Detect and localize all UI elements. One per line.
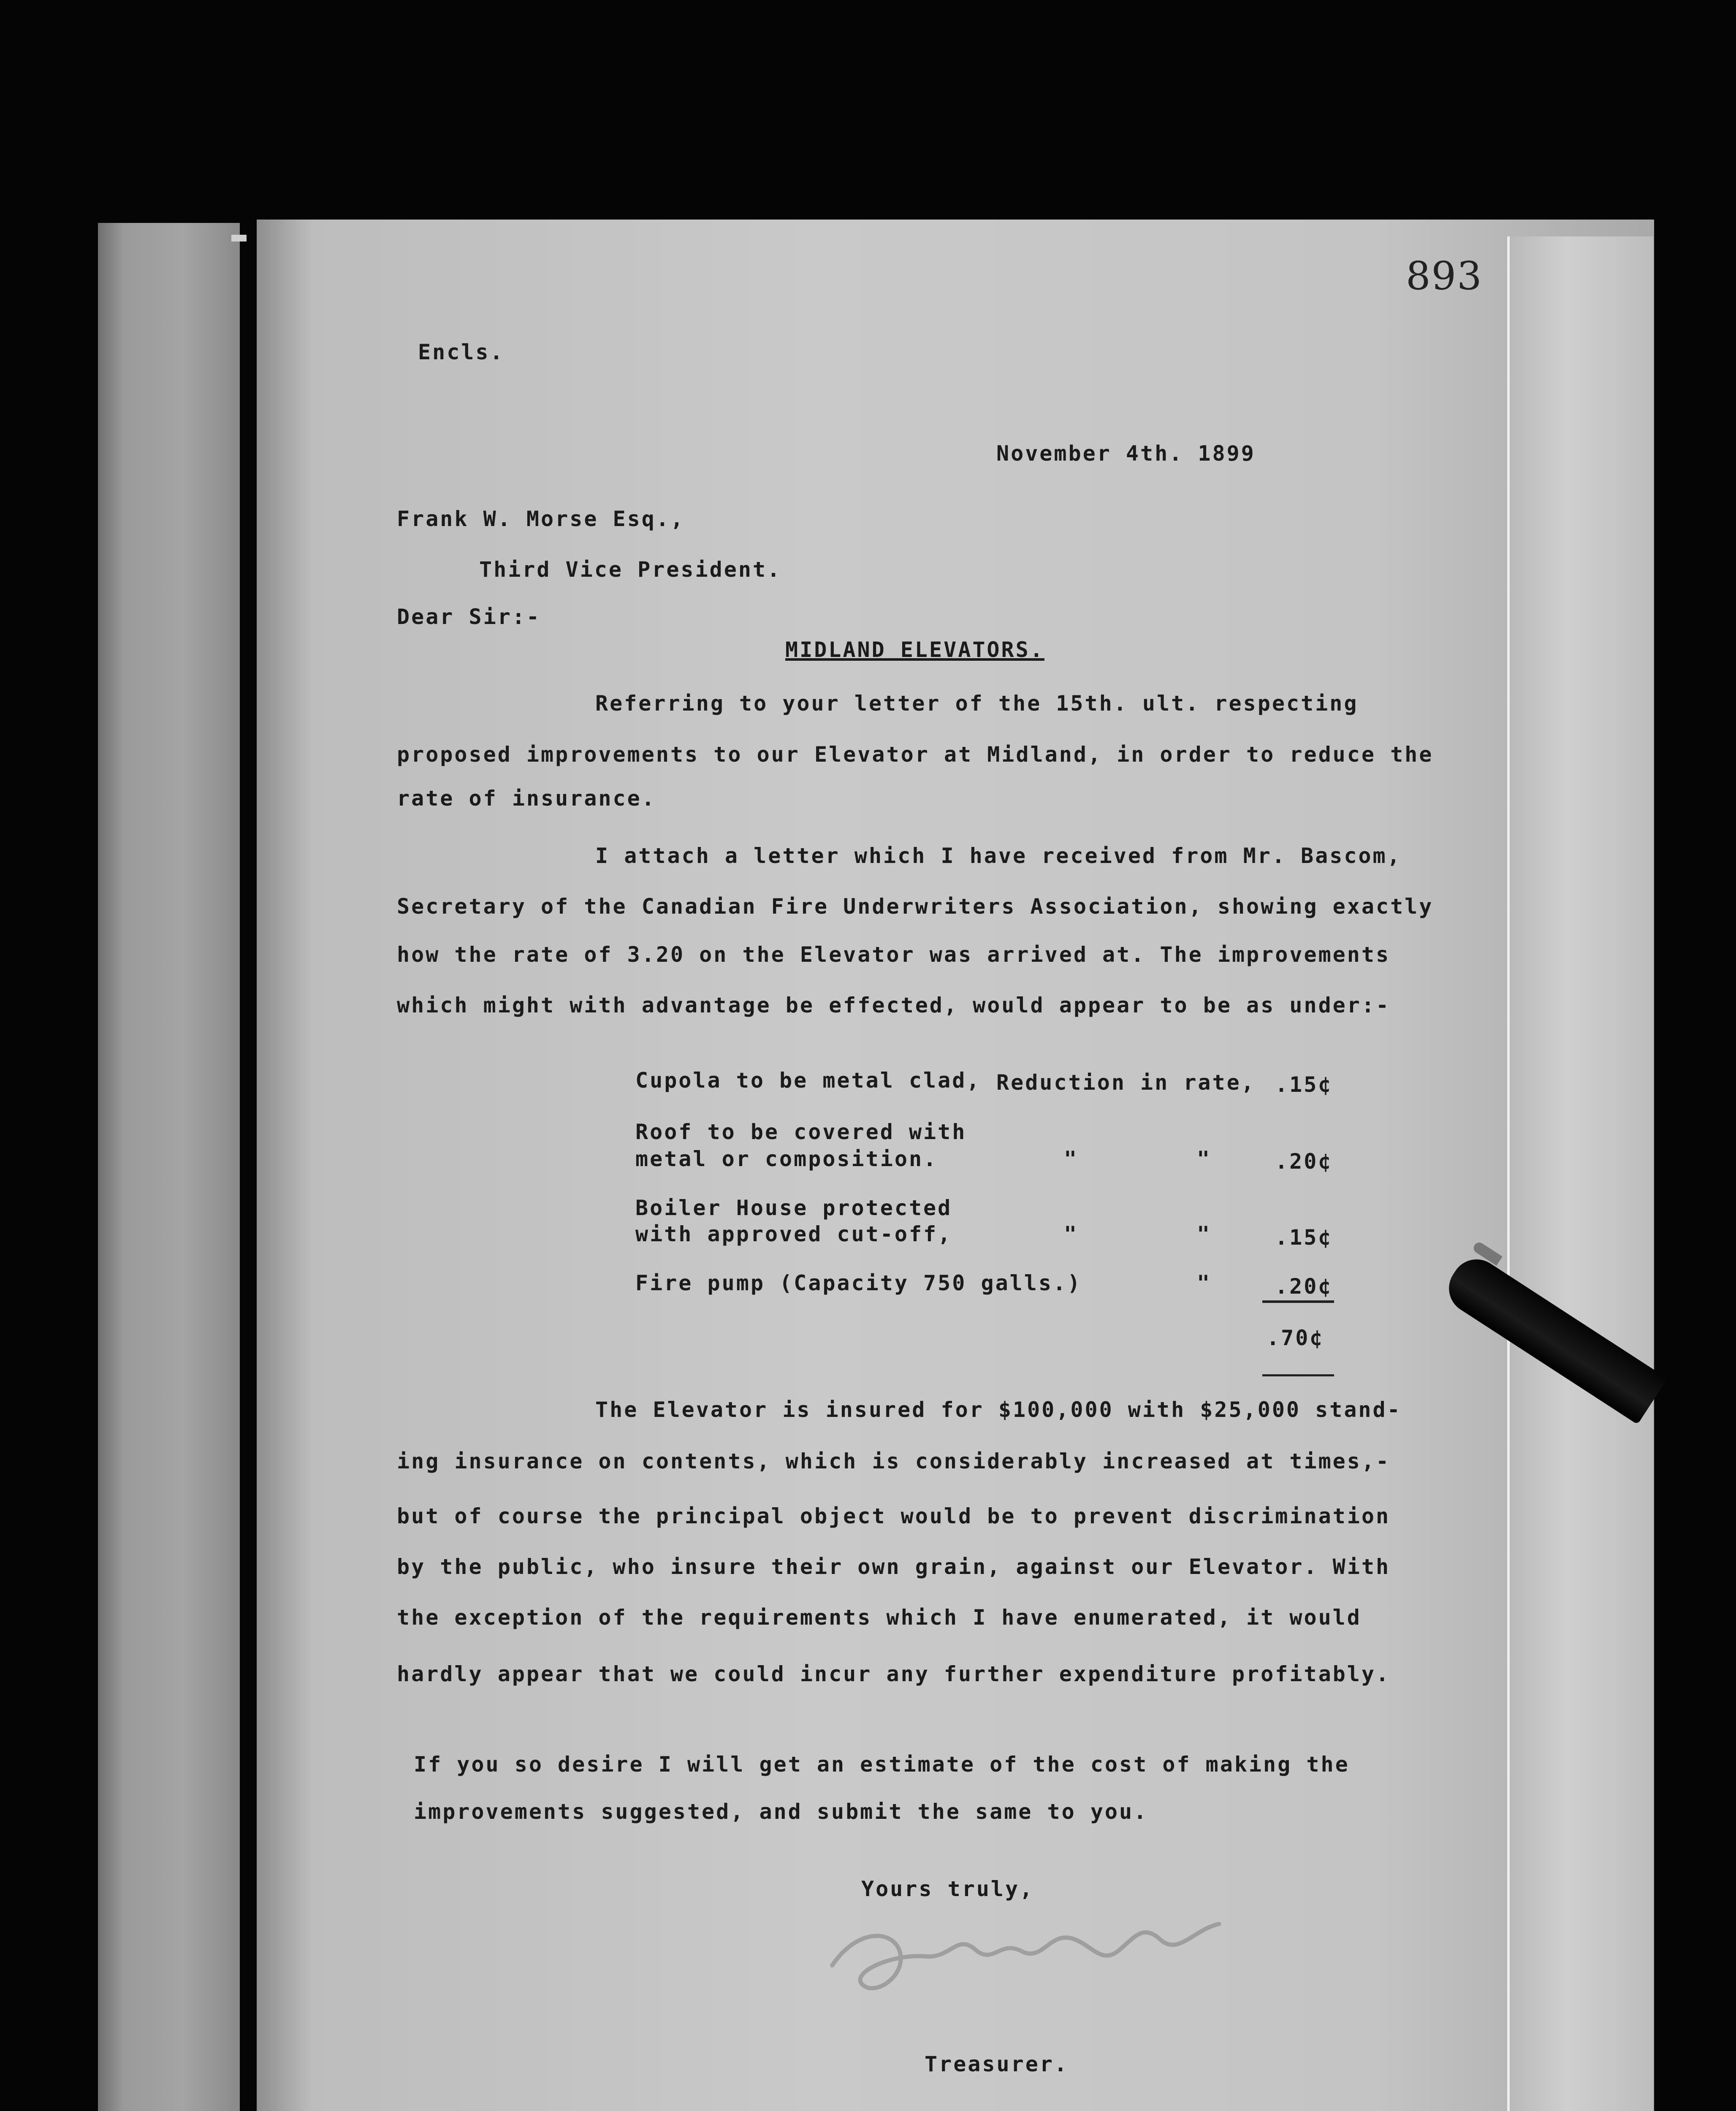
ditto-mark: " — [1197, 1147, 1212, 1171]
paragraph3-line2: ing insurance on contents, which is considerably increased at times,- — [397, 1449, 1391, 1473]
recipient-name: Frank W. Morse Esq., — [397, 507, 685, 531]
ditto-mark: " — [1064, 1147, 1079, 1171]
paragraph1-line1: Referring to your letter of the 15th. ult. respecting — [595, 691, 1359, 716]
previous-page-strip — [98, 223, 240, 2111]
paragraph1-line2: proposed improvements to our Elevator at Midland, in order to reduce the — [397, 742, 1434, 767]
improvement-item: Boiler House protected — [635, 1196, 952, 1220]
paragraph4-line1: If you so desire I will get an estimate of the cost of making the — [414, 1752, 1350, 1777]
paragraph1-line3: rate of insurance. — [397, 786, 656, 811]
letter-page — [257, 220, 1654, 2111]
improvement-rate: .20¢ — [1275, 1274, 1333, 1299]
underlying-page-edge — [1507, 236, 1653, 2111]
improvement-rate: .15¢ — [1275, 1072, 1333, 1097]
paragraph3-line4: by the public, who insure their own grain, against our Elevator. With — [397, 1555, 1391, 1579]
sum-rule — [1262, 1300, 1334, 1303]
paragraph2-line1: I attach a letter which I have received from Mr. Bascom, — [595, 844, 1402, 868]
letter-date: November 4th. 1899 — [996, 441, 1256, 466]
enclosure-note: Encls. — [418, 340, 505, 364]
improvement-item: Roof to be covered with — [635, 1120, 967, 1144]
improvement-column-label: Reduction in rate, — [996, 1070, 1256, 1095]
salutation: Dear Sir:- — [397, 605, 541, 629]
paragraph2-line2: Secretary of the Canadian Fire Underwriters Association, showing exactly — [397, 894, 1434, 919]
improvement-item-continued: metal or composition. — [635, 1147, 938, 1171]
folio-number: 893 — [1406, 253, 1483, 298]
improvement-item: Cupola to be metal clad, — [635, 1068, 981, 1093]
improvement-item: Fire pump (Capacity 750 galls.) — [635, 1271, 1082, 1295]
page-tab-marker — [231, 235, 247, 241]
paragraph3-line3: but of course the principal object would be to prevent discrimination — [397, 1504, 1391, 1528]
total-rule — [1262, 1374, 1334, 1376]
paragraph4-line2: improvements suggested, and submit the same to you. — [414, 1799, 1148, 1824]
recipient-title: Third Vice President. — [479, 557, 782, 582]
subject-heading: MIDLAND ELEVATORS. — [785, 638, 1044, 662]
improvements-total: .70¢ — [1267, 1326, 1324, 1350]
paragraph3-line6: hardly appear that we could incur any further expenditure profitably. — [397, 1662, 1391, 1686]
paragraph2-line3: how the rate of 3.20 on the Elevator was arrived at. The improvements — [397, 942, 1391, 967]
paragraph2-line4: which might with advantage be effected, would appear to be as under:- — [397, 993, 1391, 1018]
improvement-rate: .15¢ — [1275, 1225, 1333, 1250]
signatory-title: Treasurer. — [925, 2052, 1069, 2076]
improvement-rate: .20¢ — [1275, 1149, 1333, 1174]
ditto-mark: " — [1064, 1222, 1079, 1246]
paragraph3-line5: the exception of the requirements which I have enumerated, it would — [397, 1605, 1362, 1630]
improvement-item-continued: with approved cut-off, — [635, 1222, 952, 1246]
ditto-mark: " — [1197, 1222, 1212, 1246]
ditto-mark: " — [1197, 1271, 1212, 1295]
closing: Yours truly, — [861, 1877, 1034, 1901]
paragraph3-line1: The Elevator is insured for $100,000 with $25,000 stand- — [595, 1397, 1402, 1422]
